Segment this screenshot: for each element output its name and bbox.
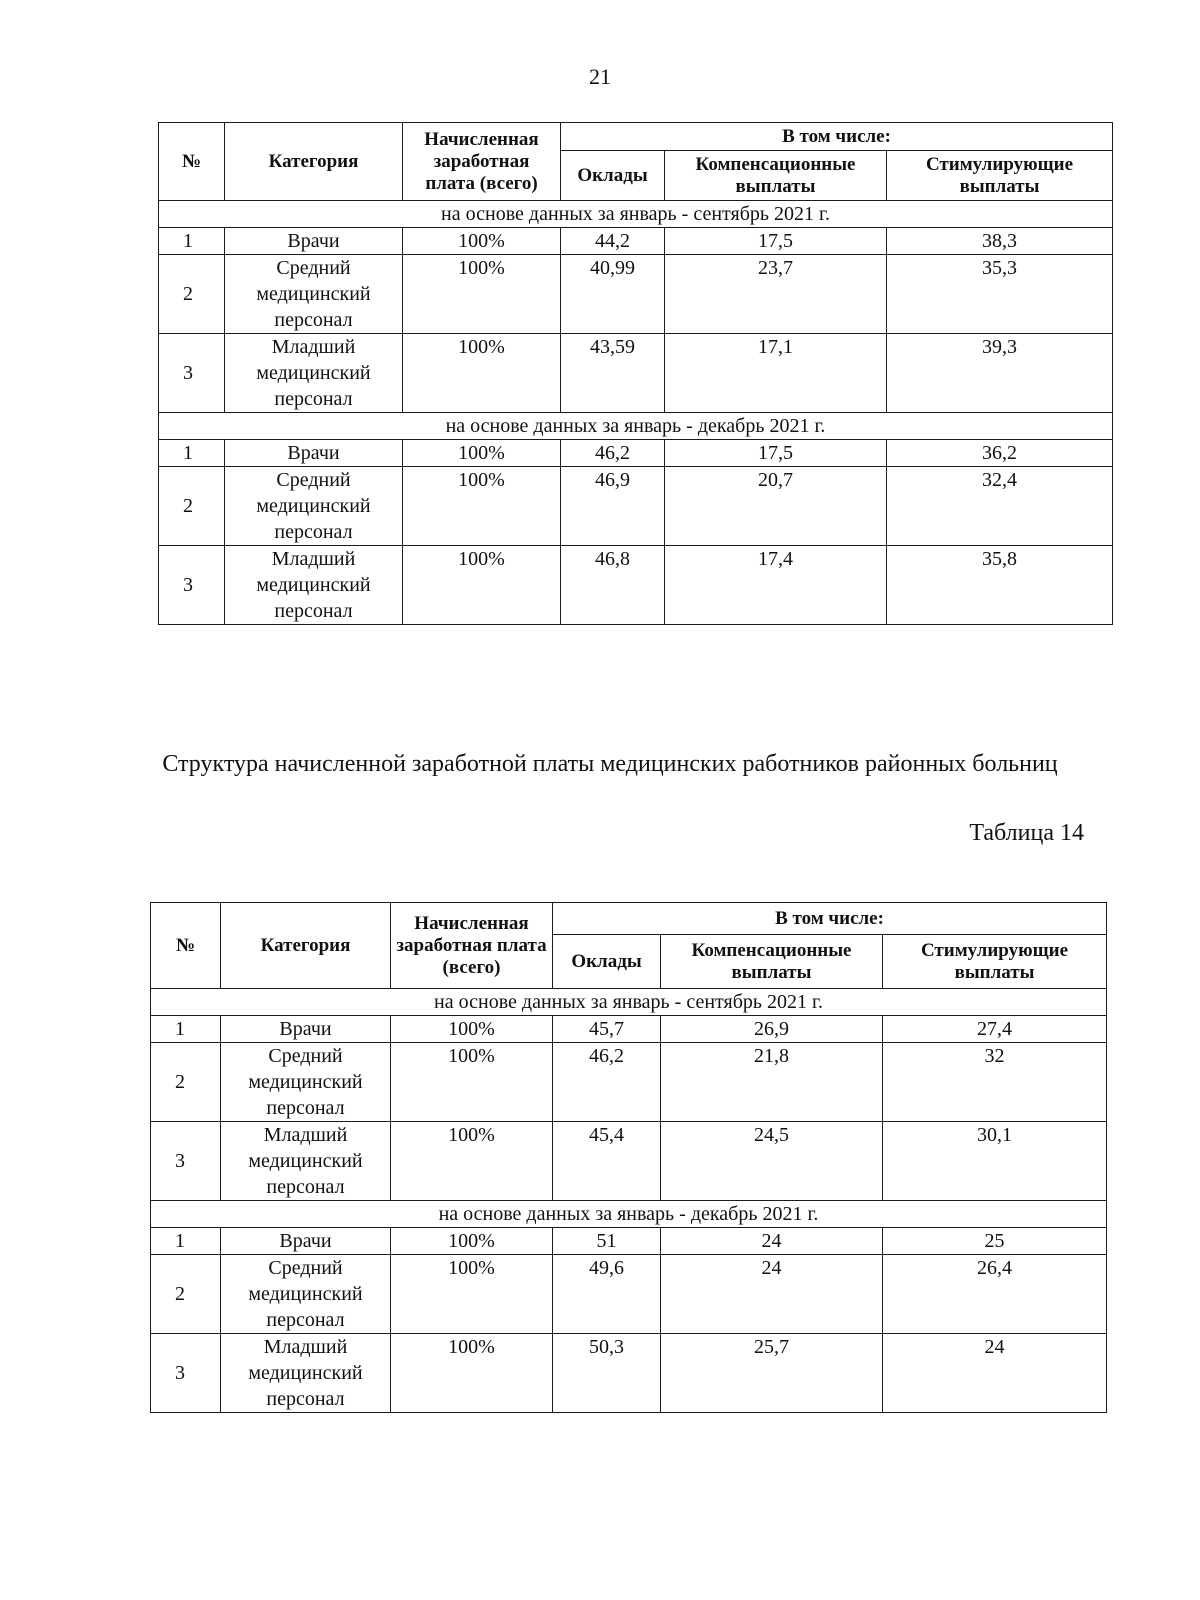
table-header (159, 123, 1113, 201)
table-row (151, 1122, 1107, 1201)
section-row (151, 989, 1107, 1016)
cell-total: 100% (391, 1228, 553, 1255)
section-title: на основе данных за январь - декабрь 2021 г. (159, 413, 1113, 440)
cell-compensation: 17,5 (665, 440, 887, 467)
cell-num: 1 (159, 228, 225, 255)
cell-salaries: 40,99 (561, 255, 665, 334)
cell-total: 100% (391, 1016, 553, 1043)
section-row (151, 1201, 1107, 1228)
cell-total: 100% (403, 546, 561, 625)
cell-total: 100% (403, 228, 561, 255)
cell-num: 2 (159, 467, 225, 546)
table-row (151, 1016, 1107, 1043)
cell-num: 1 (151, 1016, 221, 1043)
cell-incentive: 36,2 (887, 440, 1113, 467)
cell-category: Младший медицинский персонал (221, 1334, 391, 1413)
cell-incentive: 30,1 (883, 1122, 1107, 1201)
cell-total: 100% (391, 1255, 553, 1334)
cell-incentive: 26,4 (883, 1255, 1107, 1334)
cell-salaries: 44,2 (561, 228, 665, 255)
cell-num: 2 (151, 1255, 221, 1334)
section-title: на основе данных за январь - сентябрь 2021 г. (159, 201, 1113, 228)
cell-category: Врачи (221, 1228, 391, 1255)
cell-category: Средний медицинский персонал (225, 255, 403, 334)
cell-category: Врачи (221, 1016, 391, 1043)
table-body (151, 989, 1107, 1413)
cell-compensation: 17,5 (665, 228, 887, 255)
table-row (151, 1228, 1107, 1255)
cell-salaries: 45,7 (553, 1016, 661, 1043)
cell-salaries: 43,59 (561, 334, 665, 413)
column-header-salaries: Оклады (561, 151, 665, 201)
cell-category: Врачи (225, 440, 403, 467)
cell-total: 100% (391, 1334, 553, 1413)
cell-salaries: 46,2 (553, 1043, 661, 1122)
cell-category: Врачи (225, 228, 403, 255)
cell-total: 100% (391, 1043, 553, 1122)
cell-incentive: 38,3 (887, 228, 1113, 255)
salary-structure-table-14 (150, 902, 1107, 1413)
cell-total: 100% (403, 334, 561, 413)
cell-compensation: 20,7 (665, 467, 887, 546)
cell-category: Младший медицинский персонал (221, 1122, 391, 1201)
table-row (159, 440, 1113, 467)
cell-compensation: 23,7 (665, 255, 887, 334)
column-header-category: Категория (225, 123, 403, 201)
cell-salaries: 49,6 (553, 1255, 661, 1334)
cell-compensation: 24 (661, 1255, 883, 1334)
cell-incentive: 39,3 (887, 334, 1113, 413)
cell-total: 100% (391, 1122, 553, 1201)
cell-num: 3 (151, 1122, 221, 1201)
column-header-num: № (151, 903, 221, 989)
table-row (159, 467, 1113, 546)
section-heading: Структура начисленной заработной платы медицинских работников районных больниц (162, 751, 1058, 777)
cell-total: 100% (403, 467, 561, 546)
cell-incentive: 35,3 (887, 255, 1113, 334)
column-header-category: Категория (221, 903, 391, 989)
table-number: Таблица 14 (969, 820, 1084, 846)
cell-compensation: 25,7 (661, 1334, 883, 1413)
cell-salaries: 51 (553, 1228, 661, 1255)
cell-num: 3 (159, 546, 225, 625)
cell-salaries: 46,8 (561, 546, 665, 625)
table-row (159, 334, 1113, 413)
table-row (159, 546, 1113, 625)
cell-num: 1 (159, 440, 225, 467)
column-header-total: Начисленная заработная плата (всего) (403, 123, 561, 201)
cell-category: Младший медицинский персонал (225, 334, 403, 413)
table-row (159, 255, 1113, 334)
cell-incentive: 32,4 (887, 467, 1113, 546)
section-title: на основе данных за январь - декабрь 2021 г. (151, 1201, 1107, 1228)
table-row (151, 1043, 1107, 1122)
cell-total: 100% (403, 255, 561, 334)
table-body (159, 201, 1113, 625)
table-row (151, 1334, 1107, 1413)
column-header-compensation: Компенсационные выплаты (661, 935, 883, 989)
cell-incentive: 27,4 (883, 1016, 1107, 1043)
cell-compensation: 24,5 (661, 1122, 883, 1201)
cell-compensation: 21,8 (661, 1043, 883, 1122)
column-header-num: № (159, 123, 225, 201)
cell-salaries: 45,4 (553, 1122, 661, 1201)
column-header-compensation: Компенсационные выплаты (665, 151, 887, 201)
cell-salaries: 46,9 (561, 467, 665, 546)
cell-category: Младший медицинский персонал (225, 546, 403, 625)
section-title: на основе данных за январь - сентябрь 2021 г. (151, 989, 1107, 1016)
cell-num: 2 (151, 1043, 221, 1122)
cell-salaries: 46,2 (561, 440, 665, 467)
cell-num: 3 (159, 334, 225, 413)
cell-num: 3 (151, 1334, 221, 1413)
cell-incentive: 24 (883, 1334, 1107, 1413)
cell-num: 1 (151, 1228, 221, 1255)
page-number: 21 (589, 64, 611, 89)
cell-salaries: 50,3 (553, 1334, 661, 1413)
column-header-incentive: Стимулирующие выплаты (883, 935, 1107, 989)
table-row (159, 228, 1113, 255)
column-header-incentive: Стимулирующие выплаты (887, 151, 1113, 201)
salary-structure-table-top (158, 122, 1113, 625)
cell-compensation: 17,4 (665, 546, 887, 625)
column-header-including: В том числе: (561, 123, 1113, 151)
cell-total: 100% (403, 440, 561, 467)
cell-num: 2 (159, 255, 225, 334)
cell-category: Средний медицинский персонал (225, 467, 403, 546)
section-row (159, 201, 1113, 228)
section-row (159, 413, 1113, 440)
cell-category: Средний медицинский персонал (221, 1255, 391, 1334)
cell-compensation: 26,9 (661, 1016, 883, 1043)
table-row (151, 1255, 1107, 1334)
cell-compensation: 24 (661, 1228, 883, 1255)
column-header-including: В том числе: (553, 903, 1107, 935)
cell-compensation: 17,1 (665, 334, 887, 413)
column-header-total: Начисленная заработная плата (всего) (391, 903, 553, 989)
cell-incentive: 35,8 (887, 546, 1113, 625)
cell-category: Средний медицинский персонал (221, 1043, 391, 1122)
cell-incentive: 25 (883, 1228, 1107, 1255)
column-header-salaries: Оклады (553, 935, 661, 989)
table-header (151, 903, 1107, 989)
cell-incentive: 32 (883, 1043, 1107, 1122)
